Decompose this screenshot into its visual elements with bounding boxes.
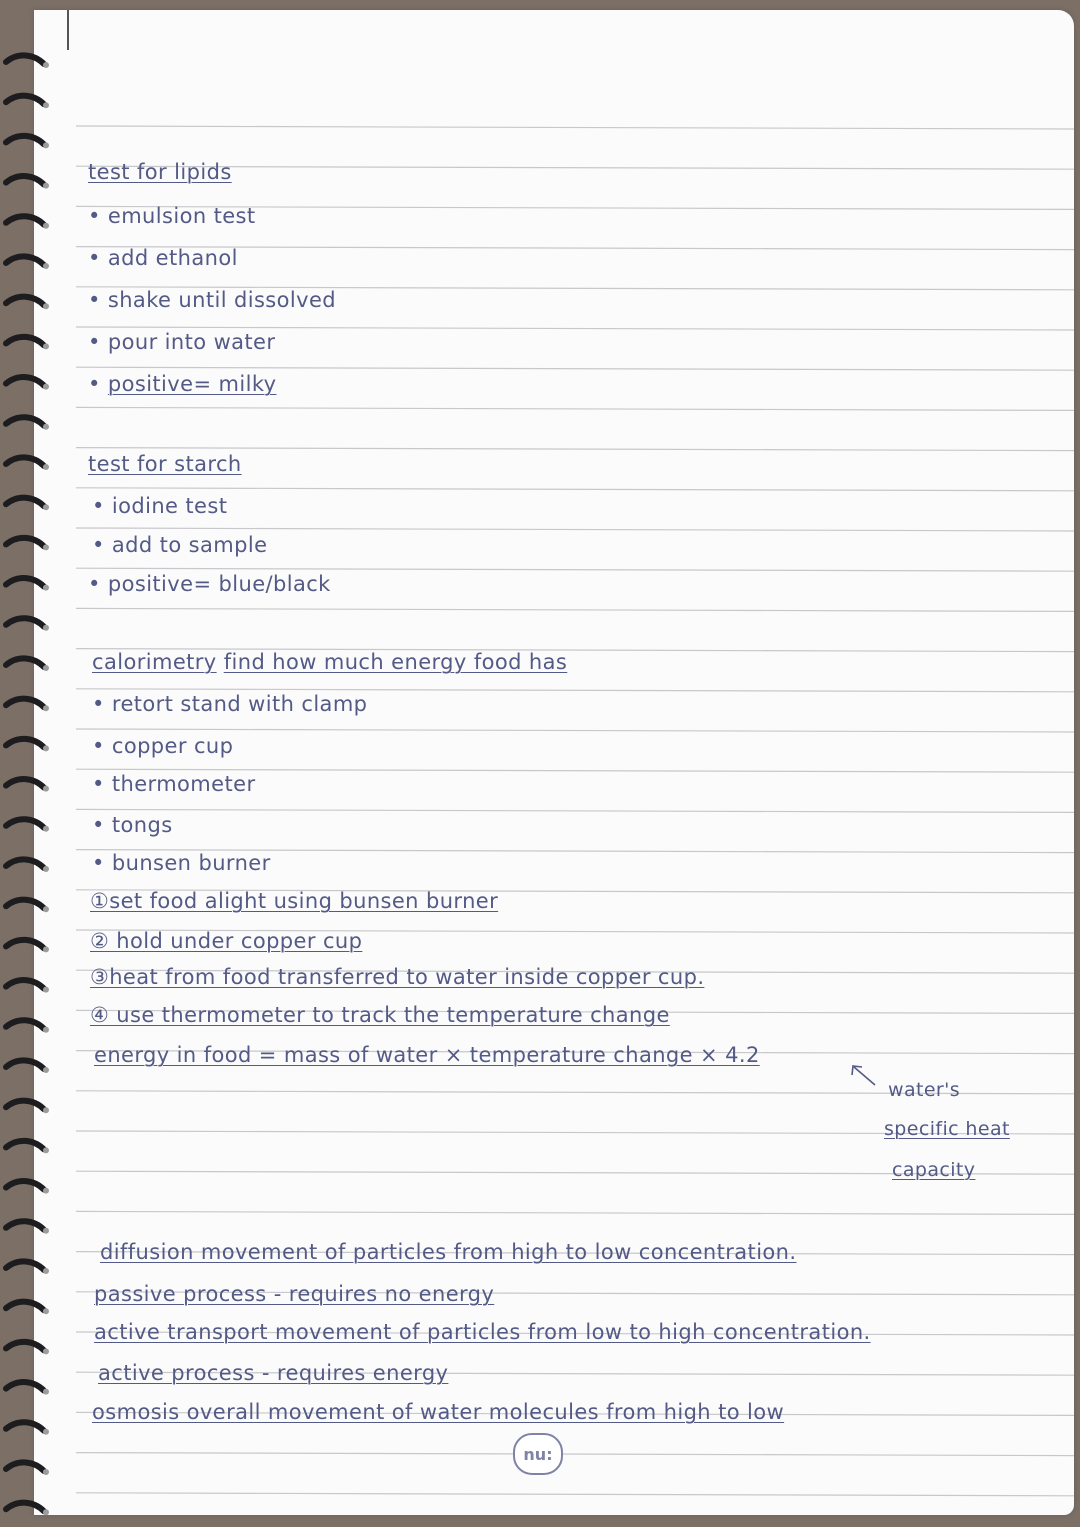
lipids-item-4: • pour into water: [88, 330, 276, 354]
calorimetry-step-4: ④ use thermometer to track the temperature change: [90, 1003, 670, 1027]
spiral-ring: [6, 417, 49, 430]
annotation-line-2: specific heat: [884, 1118, 1010, 1140]
lipids-item-2-text: add ethanol: [107, 246, 238, 270]
spiral-ring: [6, 699, 49, 712]
lipids-heading: test for lipids: [88, 160, 232, 184]
starch-item-3-text: positive= blue/black: [107, 572, 331, 596]
calorimetry-term: calorimetry: [92, 650, 217, 674]
spiral-ring: [6, 1101, 49, 1114]
equipment-item-1: • retort stand with clamp: [92, 692, 368, 716]
starch-item-1-text: iodine test: [111, 494, 228, 518]
equipment-item-1-text: retort stand with clamp: [111, 692, 368, 716]
equipment-item-4-text: tongs: [111, 813, 173, 837]
spiral-binding: [0, 0, 80, 1527]
spiral-ring: [6, 176, 49, 189]
spiral-ring: [6, 1181, 49, 1194]
ruled-line: [76, 1453, 1074, 1456]
spiral-ring: [6, 618, 49, 631]
spiral-ring: [6, 779, 49, 792]
nu-watermark-logo: [513, 1433, 563, 1475]
ruled-line: [76, 367, 1074, 370]
ruled-line: [76, 608, 1074, 611]
annotation-line-1: water's: [888, 1079, 961, 1101]
annotation-line-3: capacity: [892, 1159, 976, 1181]
starch-item-2: • add to sample: [92, 533, 268, 557]
spiral-ring: [6, 1261, 49, 1274]
equipment-item-3: • thermometer: [92, 772, 256, 796]
spiral-ring: [6, 1382, 49, 1395]
spiral-ring: [6, 658, 49, 671]
spiral-ring: [6, 578, 49, 591]
ruled-line: [76, 1211, 1074, 1214]
lipids-item-1: • emulsion test: [88, 204, 256, 228]
diffusion-line-4: active process - requires energy: [98, 1361, 449, 1385]
equipment-item-2: • copper cup: [92, 734, 234, 758]
ruled-line: [76, 407, 1074, 410]
calorimetry-step-2: ② hold under copper cup: [90, 929, 363, 953]
spiral-ring: [6, 498, 49, 511]
lipids-item-4-text: pour into water: [107, 330, 276, 354]
diffusion-line-1: diffusion movement of particles from high to low concentration.: [100, 1240, 797, 1264]
spiral-ring: [6, 1141, 49, 1154]
lipids-item-2: • add ethanol: [88, 246, 238, 270]
calorimetry-step-1: ①set food alight using bunsen burner: [90, 889, 499, 913]
spiral-ring: [6, 900, 49, 913]
spiral-ring: [6, 1060, 49, 1073]
spiral-ring: [6, 1503, 49, 1516]
energy-equation: energy in food = mass of water × temperature change × 4.2: [94, 1043, 760, 1067]
spiral-ring: [6, 136, 49, 149]
equipment-item-5-text: bunsen burner: [111, 851, 271, 875]
starch-item-1: • iodine test: [92, 494, 228, 518]
spiral-ring: [6, 55, 49, 68]
lipids-item-1-text: emulsion test: [107, 204, 256, 228]
spiral-ring: [6, 96, 49, 109]
lipids-item-5-text: positive= milky: [107, 372, 277, 396]
ruled-line: [76, 488, 1074, 491]
equipment-item-4: • tongs: [92, 813, 173, 837]
starch-heading: test for starch: [88, 452, 242, 476]
spiral-ring: [6, 819, 49, 832]
spiral-ring: [6, 216, 49, 229]
annotation-arrow-icon: [848, 1063, 878, 1089]
ruled-line: [76, 729, 1074, 732]
ruled-line: [76, 568, 1074, 571]
calorimetry-definition: [92, 650, 567, 674]
spiral-ring: [6, 256, 49, 269]
spiral-ring: [6, 337, 49, 350]
ruled-line: [76, 1493, 1074, 1496]
calorimetry-step-3: ③heat from food transferred to water inside copper cup.: [90, 965, 705, 989]
spiral-ring: [6, 980, 49, 993]
ruled-line: [76, 528, 1074, 531]
equipment-item-2-text: copper cup: [111, 734, 234, 758]
spiral-ring: [6, 940, 49, 953]
starch-item-2-text: add to sample: [111, 533, 268, 557]
spiral-ring: [6, 538, 49, 551]
spiral-ring: [6, 1221, 49, 1234]
ruled-line: [76, 448, 1074, 451]
calorimetry-definition-text: find how much energy food has: [223, 650, 568, 674]
diffusion-line-5: osmosis overall movement of water molecules from high to low: [92, 1400, 785, 1424]
spiral-ring: [6, 457, 49, 470]
equipment-item-5: • bunsen burner: [92, 851, 271, 875]
ruled-line: [76, 809, 1074, 812]
lipids-item-3-text: shake until dissolved: [107, 288, 337, 312]
spiral-ring: [6, 297, 49, 310]
spiral-ring: [6, 739, 49, 752]
spiral-ring: [6, 1020, 49, 1033]
equipment-item-3-text: thermometer: [111, 772, 256, 796]
spiral-ring: [6, 1302, 49, 1315]
watermark-text: nu:: [523, 1444, 553, 1464]
diffusion-line-2: passive process - requires no energy: [94, 1282, 495, 1306]
spiral-ring: [6, 377, 49, 390]
lipids-item-5: • positive= milky: [88, 372, 277, 396]
diffusion-line-3: active transport movement of particles from low to high concentration.: [94, 1320, 871, 1344]
lipids-item-3: • shake until dissolved: [88, 288, 337, 312]
spiral-ring: [6, 859, 49, 872]
spiral-ring: [6, 1342, 49, 1355]
spiral-ring: [6, 1422, 49, 1435]
spiral-ring: [6, 1462, 49, 1475]
ruled-line: [76, 126, 1074, 129]
starch-item-3: • positive= blue/black: [88, 572, 331, 596]
